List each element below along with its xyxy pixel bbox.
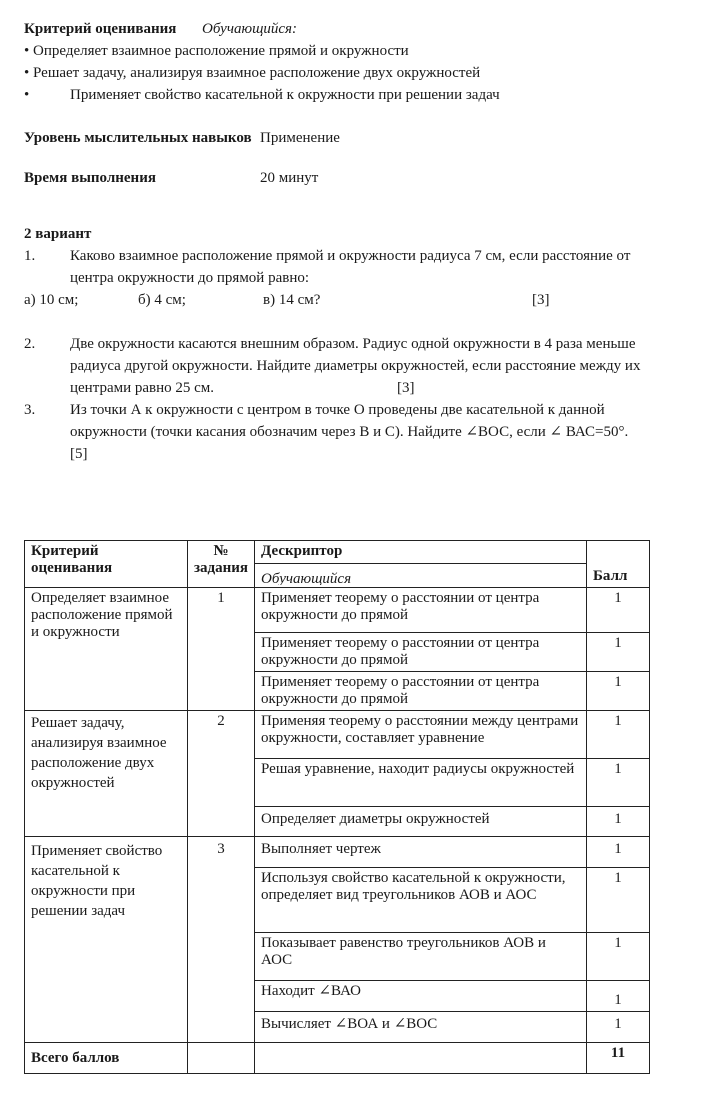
descriptor-cell: Находит ∠ВАО	[255, 981, 587, 1012]
header-points: Балл	[587, 564, 650, 588]
criterion-line-1	[24, 41, 409, 61]
points-cell: 1	[587, 933, 650, 981]
criterion-cell: Применяет свойство касательной к окружности при решении задач	[25, 837, 188, 1043]
task-2-line-2: радиуса другой окружности. Найдите диаметры окружностей, если расстояние между их	[70, 358, 641, 374]
criterion-text: Решает задачу, анализируя взаимное расположение двух окружностей	[33, 65, 481, 81]
header-task-no: № задания	[188, 541, 255, 588]
descriptor-cell: Применяет теорему о расстоянии от центра окружности до прямой	[255, 588, 587, 633]
skill-level-value: Применение	[260, 130, 340, 146]
empty-cell	[255, 1043, 587, 1074]
descriptor-cell: Применяет теорему о расстоянии от центра окружности до прямой	[255, 672, 587, 711]
task-1-option-c: в) 14 см?	[263, 292, 321, 308]
task-3-score: [5]	[70, 446, 88, 462]
task-no-cell: 1	[188, 588, 255, 711]
rubric-table	[24, 540, 650, 1074]
task-1-option-a: а) 10 см;	[24, 292, 79, 308]
total-points: 11	[587, 1043, 650, 1074]
skill-level-label: Уровень мыслительных навыков	[24, 130, 252, 146]
points-cell: 1	[587, 672, 650, 711]
task-2-line-1: Две окружности касаются внешним образом. Радиус одной окружности в 4 раза меньше	[70, 336, 636, 352]
descriptor-cell: Определяет диаметры окружностей	[255, 807, 587, 837]
header-learner: Обучающийся	[255, 564, 587, 588]
total-row	[25, 1043, 650, 1074]
learner-label: Обучающийся:	[202, 21, 298, 37]
task-number: 2.	[24, 336, 36, 352]
points-cell: 1	[587, 1012, 650, 1043]
task-1-option-b: б) 4 см;	[138, 292, 186, 308]
task-1-score: [3]	[532, 292, 550, 308]
table-row	[25, 711, 650, 759]
descriptor-cell: Вычисляет ∠ВОА и ∠ВОС	[255, 1012, 587, 1043]
descriptor-cell: Решая уравнение, находит радиусы окружностей	[255, 759, 587, 807]
task-no-cell: 3	[188, 837, 255, 1043]
bullet: •	[24, 43, 30, 59]
points-cell: 1	[587, 807, 650, 837]
criterion-line-2	[24, 63, 480, 83]
table-header-row	[25, 541, 650, 564]
points-cell: 1	[587, 981, 650, 1012]
task-2-line-3: центрами равно 25 см.	[70, 380, 215, 396]
empty-cell	[188, 1043, 255, 1074]
header-criterion: Критерий оценивания	[25, 541, 188, 588]
table-row	[25, 837, 650, 868]
header-points-top	[587, 541, 650, 564]
task-3-line-2: окружности (точки касания обозначим через В и С). Найдите ∠ВОС, если ∠ ВАС=50°.	[70, 424, 629, 440]
points-cell: 1	[587, 837, 650, 868]
task-number: 1.	[24, 248, 36, 264]
bullet: •	[24, 87, 30, 103]
time-label: Время выполнения	[24, 170, 156, 186]
points-cell: 1	[587, 711, 650, 759]
header-descriptor: Дескриптор	[255, 541, 587, 564]
descriptor-cell: Выполняет чертеж	[255, 837, 587, 868]
bullet: •	[24, 65, 30, 81]
criteria-label: Критерий оценивания	[24, 21, 177, 37]
descriptor-cell: Используя свойство касательной к окружности, определяет вид треугольников АОВ и АОС	[255, 868, 587, 933]
points-cell: 1	[587, 868, 650, 933]
points-cell: 1	[587, 759, 650, 807]
criterion-cell: Решает задачу, анализируя взаимное расположение двух окружностей	[25, 711, 188, 837]
variant-title: 2 вариант	[24, 226, 92, 242]
descriptor-cell: Применяя теорему о расстоянии между центрами окружности, составляет уравнение	[255, 711, 587, 759]
total-label: Всего баллов	[25, 1043, 188, 1074]
descriptor-cell: Применяет теорему о расстоянии от центра окружности до прямой	[255, 633, 587, 672]
points-cell: 1	[587, 588, 650, 633]
time-value: 20 минут	[260, 170, 319, 186]
descriptor-cell: Показывает равенство треугольников АОВ и АОС	[255, 933, 587, 981]
criterion-text: Применяет свойство касательной к окружности при решении задач	[70, 87, 500, 103]
task-2-score: [3]	[397, 380, 415, 396]
table-row	[25, 588, 650, 633]
task-3-line-1: Из точки А к окружности с центром в точке О проведены две касательной к данной	[70, 402, 605, 418]
task-number: 3.	[24, 402, 36, 418]
points-cell: 1	[587, 633, 650, 672]
task-1-line-1: Каково взаимное расположение прямой и окружности радиуса 7 см, если расстояние от	[70, 248, 631, 264]
criterion-cell: Определяет взаимное расположение прямой и окружности	[25, 588, 188, 711]
task-1-line-2: центра окружности до прямой равно:	[70, 270, 310, 286]
task-no-cell: 2	[188, 711, 255, 837]
criterion-text: Определяет взаимное расположение прямой и окружности	[33, 43, 409, 59]
